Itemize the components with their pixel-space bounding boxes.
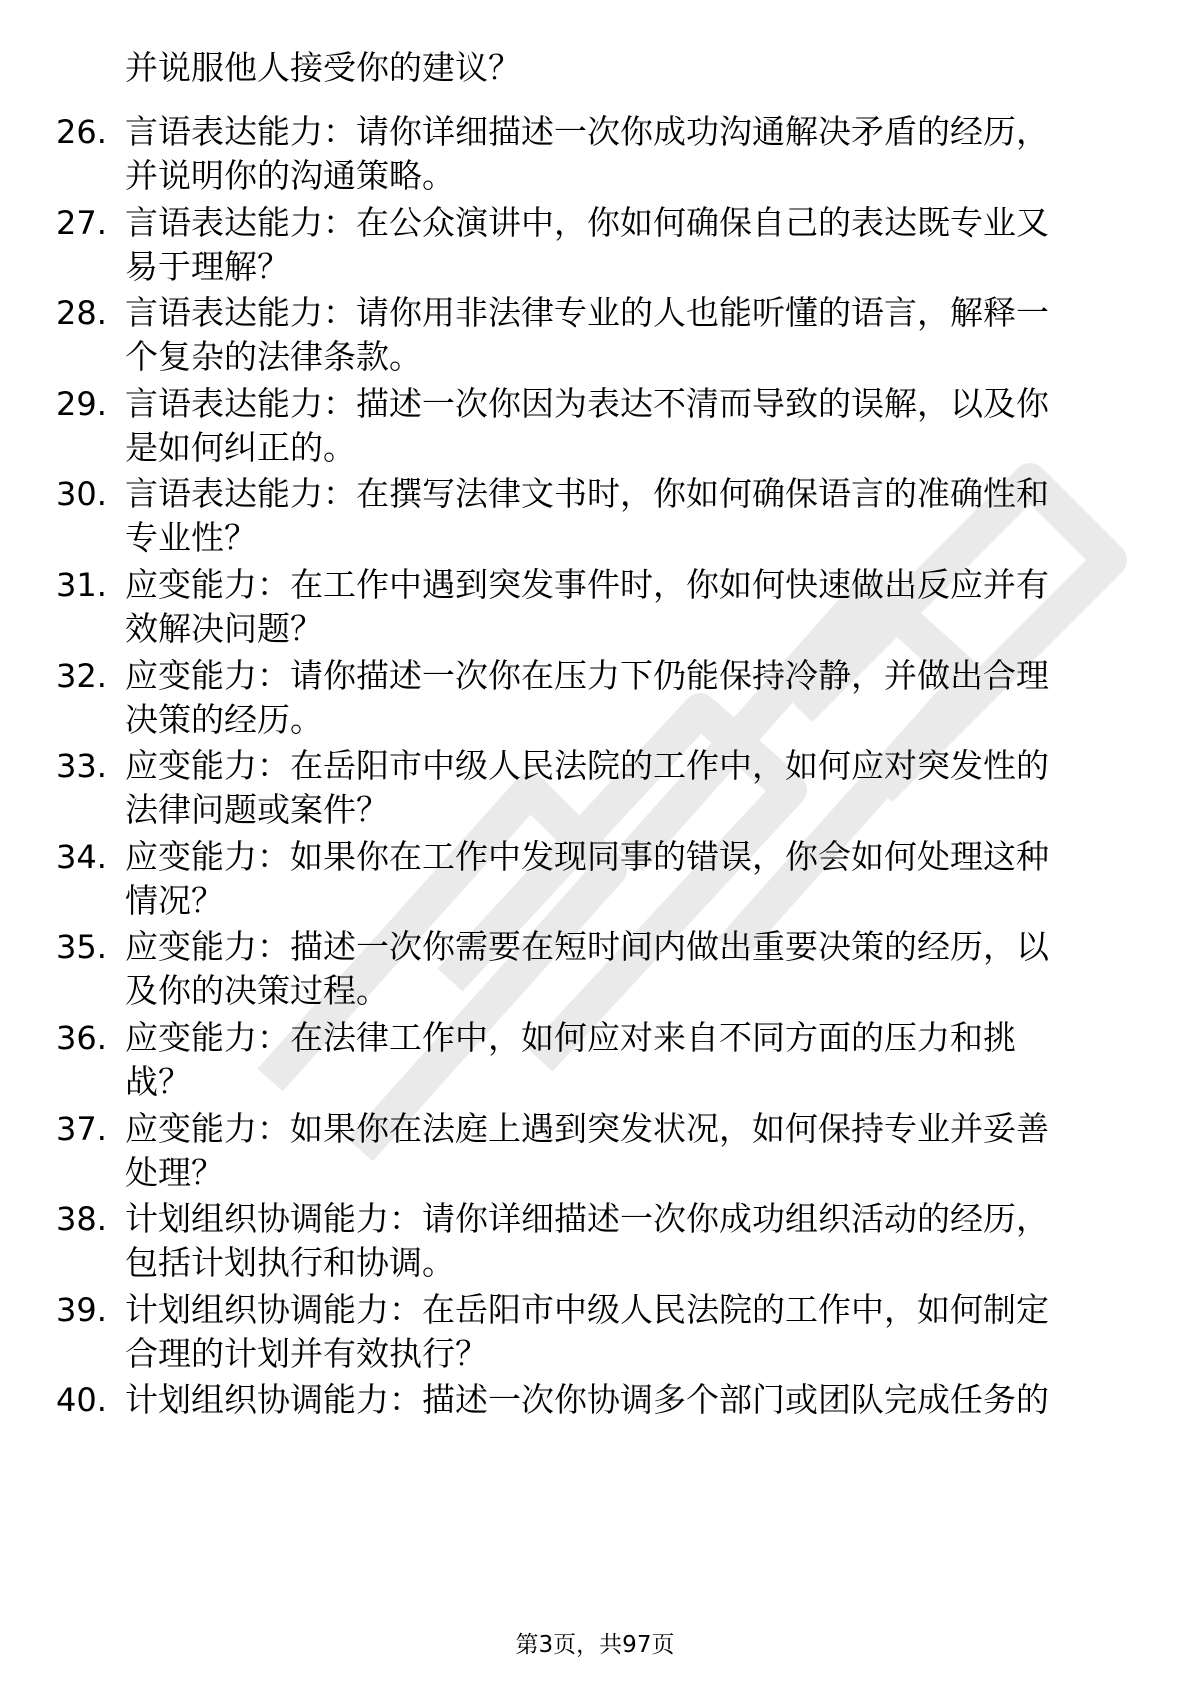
- question-text-line: 是如何纠正的。: [125, 428, 356, 467]
- question-text-line: 战？: [125, 1062, 191, 1101]
- question-number: 28.: [56, 294, 107, 332]
- question-text-line: 言语表达能力：请你用非法律专业的人也能听懂的语言，解释一: [125, 293, 1049, 332]
- question-text-line: 应变能力：请你描述一次你在压力下仍能保持冷静，并做出合理: [125, 656, 1049, 695]
- question-text-line: 情况？: [125, 881, 224, 920]
- question-number: 39.: [56, 1291, 107, 1329]
- question-item: [56, 201, 1136, 291]
- question-item: [56, 925, 1136, 1015]
- question-item: [56, 744, 1136, 834]
- question-text: [125, 835, 1125, 923]
- question-item: [56, 1107, 1136, 1197]
- question-text-line: 应变能力：如果你在法庭上遇到突发状况，如何保持专业并妥善: [125, 1109, 1049, 1148]
- question-text-line: 应变能力：如果你在工作中发现同事的错误，你会如何处理这种: [125, 837, 1049, 876]
- question-text-line: 计划组织协调能力：在岳阳市中级人民法院的工作中，如何制定: [125, 1290, 1049, 1329]
- question-text-line: 言语表达能力：请你详细描述一次你成功沟通解决矛盾的经历，: [125, 112, 1049, 151]
- question-text: [125, 654, 1125, 742]
- question-text: [125, 382, 1125, 470]
- question-text-line: 合理的计划并有效执行？: [125, 1334, 488, 1373]
- question-number: 37.: [56, 1110, 107, 1148]
- question-text-line: 易于理解？: [125, 247, 290, 286]
- question-text: [125, 744, 1125, 832]
- question-text-line: 应变能力：在法律工作中，如何应对来自不同方面的压力和挑: [125, 1018, 1016, 1057]
- question-item: [56, 563, 1136, 653]
- question-text: [125, 1288, 1125, 1376]
- question-text-line: 个复杂的法律条款。: [125, 337, 422, 376]
- question-number: 40.: [56, 1381, 107, 1419]
- question-number: 38.: [56, 1200, 107, 1238]
- question-text-line: 应变能力：在岳阳市中级人民法院的工作中，如何应对突发性的: [125, 746, 1049, 785]
- question-text-line: 决策的经历。: [125, 700, 323, 739]
- question-text: [125, 925, 1125, 1013]
- question-text-line: 应变能力：描述一次你需要在短时间内做出重要决策的经历，以: [125, 927, 1049, 966]
- question-item: [56, 835, 1136, 925]
- question-item: [56, 1016, 1136, 1106]
- continuation-text: 并说服他人接受你的建议？: [125, 48, 521, 87]
- question-text-line: 言语表达能力：在撰写法律文书时，你如何确保语言的准确性和: [125, 474, 1049, 513]
- question-item: [56, 1378, 1136, 1468]
- question-number: 34.: [56, 838, 107, 876]
- question-text: [125, 1378, 1125, 1422]
- question-number: 26.: [56, 113, 107, 151]
- question-text-line: 计划组织协调能力：请你详细描述一次你成功组织活动的经历，: [125, 1199, 1049, 1238]
- question-text: [125, 1107, 1125, 1195]
- question-number: 30.: [56, 475, 107, 513]
- question-text: [125, 472, 1125, 560]
- question-item: [56, 382, 1136, 472]
- page-footer: 第3页，共97页: [515, 1632, 675, 1658]
- question-text: [125, 291, 1125, 379]
- question-text: [125, 1016, 1125, 1104]
- question-number: 29.: [56, 385, 107, 423]
- question-item: [56, 654, 1136, 744]
- question-item: [56, 1197, 1136, 1287]
- question-number: 35.: [56, 928, 107, 966]
- question-text-line: 包括计划执行和协调。: [125, 1243, 455, 1282]
- question-text-line: 计划组织协调能力：描述一次你协调多个部门或团队完成任务的: [125, 1380, 1049, 1419]
- question-number: 33.: [56, 747, 107, 785]
- question-text: [125, 201, 1125, 289]
- question-text-line: 效解决问题？: [125, 609, 323, 648]
- question-text-line: 应变能力：在工作中遇到突发事件时，你如何快速做出反应并有: [125, 565, 1049, 604]
- question-text-line: 法律问题或案件？: [125, 790, 389, 829]
- question-number: 32.: [56, 657, 107, 695]
- question-text: [125, 1197, 1125, 1285]
- question-text-line: 及你的决策过程。: [125, 971, 389, 1010]
- question-text: [125, 563, 1125, 651]
- question-number: 31.: [56, 566, 107, 604]
- question-item: [56, 1288, 1136, 1378]
- question-text-line: 言语表达能力：在公众演讲中，你如何确保自己的表达既专业又: [125, 203, 1049, 242]
- question-text: [125, 110, 1125, 198]
- question-item: [56, 110, 1136, 200]
- question-number: 27.: [56, 204, 107, 242]
- question-text-line: 专业性？: [125, 518, 257, 557]
- question-item: [56, 291, 1136, 381]
- question-item: [56, 472, 1136, 562]
- question-text-line: 言语表达能力：描述一次你因为表达不清而导致的误解，以及你: [125, 384, 1049, 423]
- question-number: 36.: [56, 1019, 107, 1057]
- question-text-line: 并说明你的沟通策略。: [125, 156, 455, 195]
- question-text-line: 处理？: [125, 1153, 224, 1192]
